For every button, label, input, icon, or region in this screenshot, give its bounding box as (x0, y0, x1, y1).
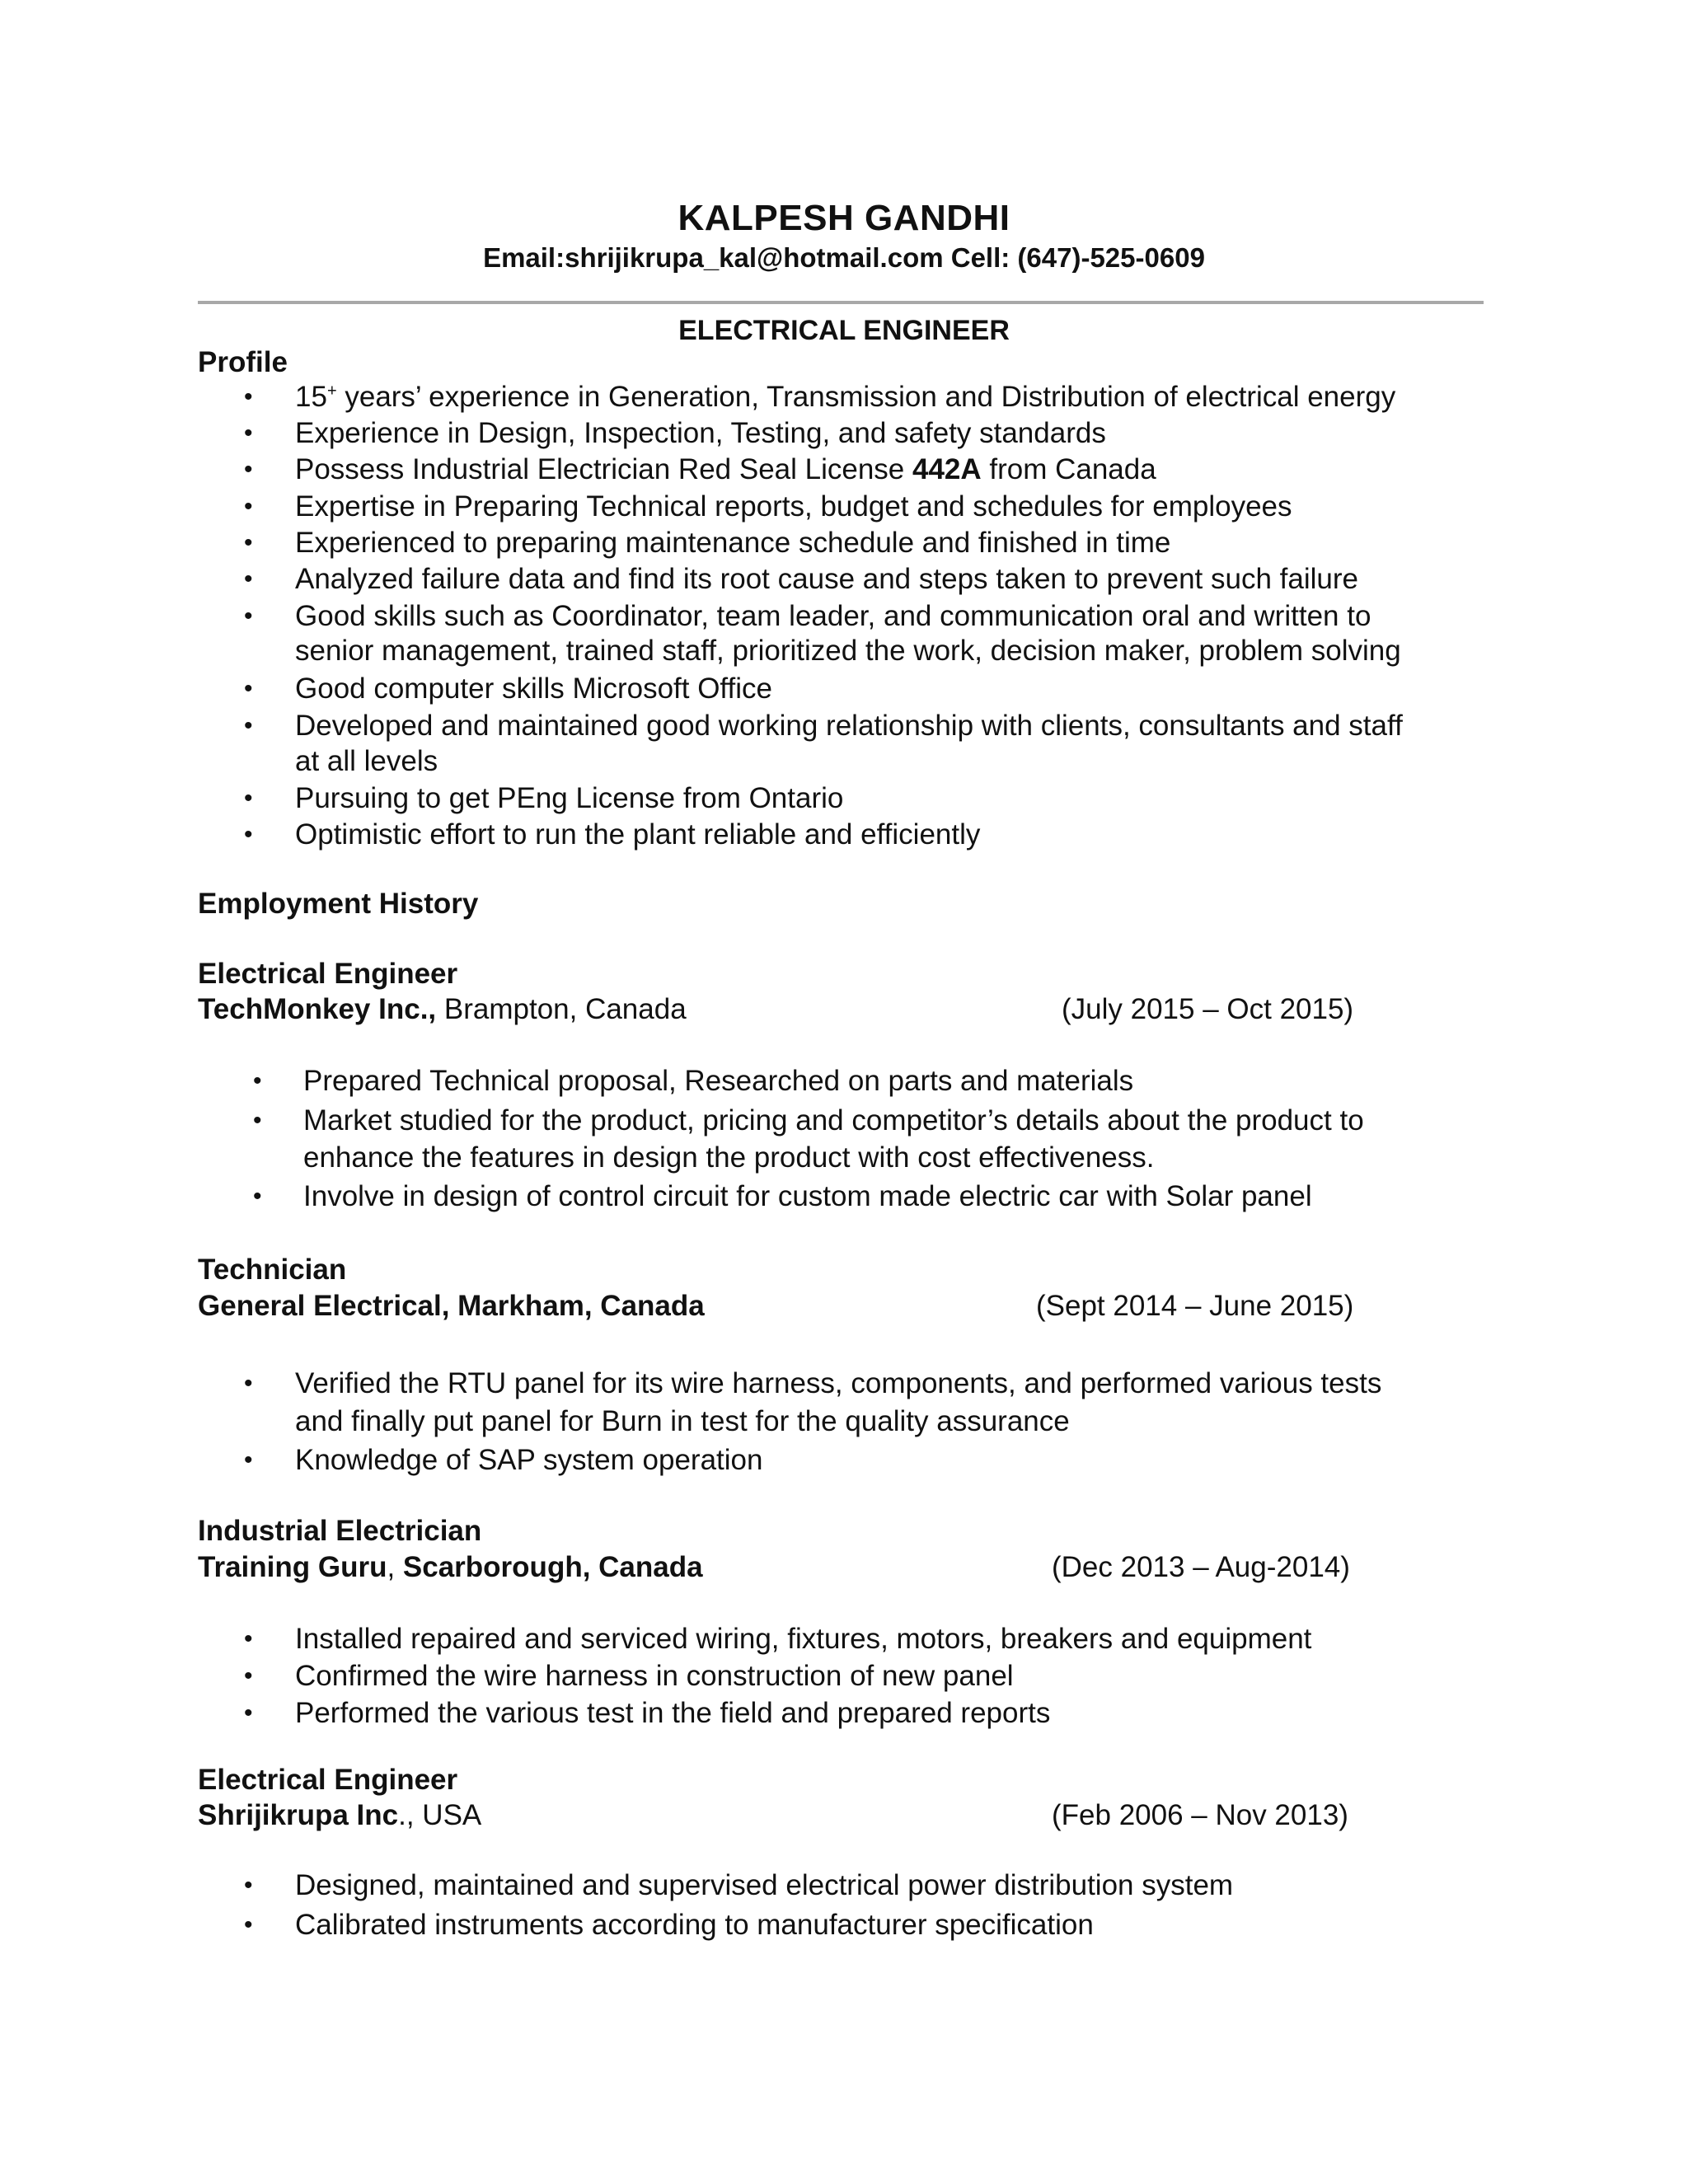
bullet-icon: • (244, 565, 253, 593)
job-company: General Electrical, Markham, Canada (198, 1290, 705, 1322)
bullet-icon: • (253, 1183, 262, 1210)
bullet-icon: • (244, 1911, 253, 1938)
employment-heading: Employment History (198, 888, 479, 920)
bullet-icon: • (244, 712, 253, 739)
job-title-heading: ELECTRICAL ENGINEER (678, 315, 1010, 346)
job-duty: Performed the various test in the field and prepared reports (295, 1697, 1051, 1729)
bullet-icon: • (244, 1662, 253, 1690)
job-dates: (July 2015 – Oct 2015) (1062, 993, 1354, 1025)
bullet-icon: • (244, 602, 253, 630)
profile-item: Good skills such as Coordinator, team leader, and communication oral and written to (295, 600, 1372, 632)
profile-item: Expertise in Preparing Technical reports, budget and schedules for employees (295, 490, 1292, 523)
job-duty: Verified the RTU panel for its wire harness, components, and performed various tests (295, 1367, 1382, 1399)
bullet-icon: • (244, 1699, 253, 1727)
job-title: Electrical Engineer (198, 1764, 458, 1796)
profile-item: Experience in Design, Inspection, Testing, and safety standards (295, 417, 1106, 449)
job-duty: Knowledge of SAP system operation (295, 1444, 763, 1476)
bullet-icon: • (244, 1370, 253, 1397)
job-duty: Confirmed the wire harness in construction of new panel (295, 1660, 1014, 1692)
job-duty: Prepared Technical proposal, Researched on parts and materials (303, 1065, 1134, 1097)
bullet-icon: • (244, 675, 253, 702)
profile-heading: Profile (198, 346, 288, 378)
profile-item: Developed and maintained good working relationship with clients, consultants and staff (295, 710, 1403, 742)
bullet-icon: • (244, 1872, 253, 1899)
job-title: Technician (198, 1254, 347, 1286)
job-duty: Involve in design of control circuit for custom made electric car with Solar panel (303, 1180, 1312, 1212)
header-divider (198, 301, 1484, 304)
bullet-icon: • (244, 383, 253, 410)
job-title: Industrial Electrician (198, 1515, 482, 1547)
bullet-icon: • (244, 785, 253, 812)
bullet-icon: • (244, 493, 253, 520)
job-duty: Market studied for the product, pricing and competitor’s details about the product to (303, 1104, 1364, 1137)
profile-item-continued: senior management, trained staff, prioritized the work, decision maker, problem solving (295, 635, 1401, 667)
job-dates: (Feb 2006 – Nov 2013) (1052, 1799, 1348, 1831)
bullet-icon: • (244, 1446, 253, 1474)
job-dates: (Dec 2013 – Aug-2014) (1052, 1551, 1350, 1583)
candidate-name: KALPESH GANDHI (678, 198, 1010, 238)
profile-item: Experienced to preparing maintenance schedule and finished in time (295, 527, 1171, 559)
job-duty: Designed, maintained and supervised electrical power distribution system (295, 1869, 1234, 1901)
job-duty: Calibrated instruments according to manufacturer specification (295, 1909, 1094, 1941)
job-duty: Installed repaired and serviced wiring, fixtures, motors, breakers and equipment (295, 1623, 1312, 1655)
job-company: TechMonkey Inc., Brampton, Canada (198, 993, 687, 1025)
job-duty-continued: enhance the features in design the product with cost effectiveness. (303, 1141, 1155, 1174)
profile-item: Analyzed failure data and find its root cause and steps taken to prevent such failure (295, 563, 1358, 595)
job-dates: (Sept 2014 – June 2015) (1036, 1290, 1354, 1322)
job-company: Shrijikrupa Inc., USA (198, 1799, 482, 1831)
profile-item: Possess Industrial Electrician Red Seal License 442A from Canada (295, 453, 1156, 485)
profile-item-continued: at all levels (295, 745, 438, 777)
contact-line: Email:shrijikrupa_kal@hotmail.com Cell: (647)-525-0609 (483, 242, 1205, 273)
bullet-icon: • (244, 1625, 253, 1652)
bullet-icon: • (244, 456, 253, 483)
job-title: Electrical Engineer (198, 958, 458, 990)
profile-item: Good computer skills Microsoft Office (295, 673, 772, 705)
bullet-icon: • (244, 419, 253, 447)
bullet-icon: • (253, 1107, 262, 1134)
bullet-icon: • (244, 529, 253, 556)
profile-item: 15+ years’ experience in Generation, Transmission and Distribution of electrical energy (295, 381, 1396, 413)
bullet-icon: • (244, 821, 253, 848)
job-company: Training Guru, Scarborough, Canada (198, 1551, 703, 1583)
profile-item: Optimistic effort to run the plant reliable and efficiently (295, 818, 981, 851)
job-duty-continued: and finally put panel for Burn in test for the quality assurance (295, 1405, 1070, 1437)
bullet-icon: • (253, 1067, 262, 1094)
profile-item: Pursuing to get PEng License from Ontario (295, 782, 844, 814)
